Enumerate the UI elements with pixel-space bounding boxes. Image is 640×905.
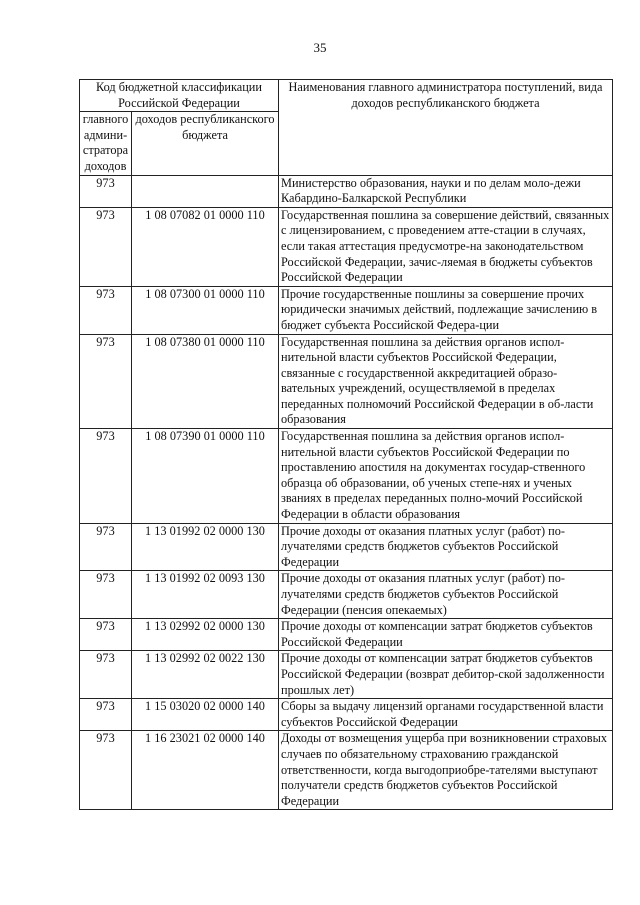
- table-row: [80, 207, 613, 286]
- admin-code-cell: 973: [80, 175, 132, 207]
- header-republic-budget-income: доходов республиканского бюджета: [132, 112, 279, 175]
- income-name-cell: Государственная пошлина за действия органов испол-нительной власти субъектов Российской Федерации, связанные с государственной аккредитацией образо-вательных учреждений, осуществляемой в пределах переданных полномочий Российской Федерации в об-ласти образования: [279, 334, 613, 429]
- income-code-cell: 1 13 02992 02 0000 130: [132, 619, 279, 651]
- admin-code-cell: 973: [80, 699, 132, 731]
- admin-code-cell: 973: [80, 334, 132, 429]
- admin-code-cell: 973: [80, 619, 132, 651]
- income-name-cell: Министерство образования, науки и по делам моло-дежи Кабардино-Балкарской Республики: [279, 175, 613, 207]
- income-code-cell: 1 08 07380 01 0000 110: [132, 334, 279, 429]
- table-row: [80, 334, 613, 429]
- admin-code-cell: 973: [80, 207, 132, 286]
- income-code-cell: 1 13 02992 02 0022 130: [132, 651, 279, 699]
- income-name-cell: Сборы за выдачу лицензий органами государственной власти субъектов Российской Федерации: [279, 699, 613, 731]
- header-main-administrator: главного админи-стратора доходов: [80, 112, 132, 175]
- admin-code-cell: 973: [80, 286, 132, 334]
- income-name-cell: Государственная пошлина за совершение действий, связанных с лицензированием, с проведением атте-стации в случаях, если такая аттестация предусмотре-на законодательством Российской Федерации, зачис-ляемая в бюджеты субъектов Российской Федерации: [279, 207, 613, 286]
- income-name-cell: Государственная пошлина за действия органов испол-нительной власти субъектов Российской Федерации по проставлению апостиля на документах государ-ственного образца об образовании, об ученых степе-нях и ученых званиях в пределах переданных полно-мочий Российской Федерации в области образования: [279, 429, 613, 524]
- income-code-cell: 1 15 03020 02 0000 140: [132, 699, 279, 731]
- table-row: [80, 619, 613, 651]
- admin-code-cell: 973: [80, 429, 132, 524]
- income-name-cell: Прочие доходы от оказания платных услуг (работ) по-лучателями средств бюджетов субъектов Российской Федерации: [279, 523, 613, 571]
- admin-code-cell: 973: [80, 731, 132, 810]
- table-row: [80, 571, 613, 619]
- header-administrator-name: Наименования главного администратора поступлений, вида доходов республиканского бюджета: [279, 80, 613, 176]
- admin-code-cell: 973: [80, 651, 132, 699]
- table-row: [80, 175, 613, 207]
- income-name-cell: Прочие доходы от компенсации затрат бюджетов субъектов Российской Федерации: [279, 619, 613, 651]
- income-name-cell: Прочие доходы от оказания платных услуг (работ) по-лучателями средств бюджетов субъектов Российской Федерации (пенсия опекаемых): [279, 571, 613, 619]
- header-budget-classification-code: Код бюджетной классификации Российской Федерации: [80, 80, 279, 112]
- page-number: 35: [313, 40, 327, 55]
- income-code-cell: 1 08 07082 01 0000 110: [132, 207, 279, 286]
- income-code-cell: 1 08 07390 01 0000 110: [132, 429, 279, 524]
- table-row: [80, 429, 613, 524]
- admin-code-cell: 973: [80, 571, 132, 619]
- budget-classification-table: [79, 79, 613, 810]
- table-row: [80, 523, 613, 571]
- table-row: [80, 651, 613, 699]
- income-code-cell: 1 13 01992 02 0000 130: [132, 523, 279, 571]
- income-code-cell: 1 16 23021 02 0000 140: [132, 731, 279, 810]
- income-code-cell: 1 13 01992 02 0093 130: [132, 571, 279, 619]
- income-code-cell: [132, 175, 279, 207]
- table-row: [80, 731, 613, 810]
- income-code-cell: 1 08 07300 01 0000 110: [132, 286, 279, 334]
- income-name-cell: Прочие доходы от компенсации затрат бюджетов субъектов Российской Федерации (возврат дебитор-ской задолженности прошлых лет): [279, 651, 613, 699]
- table-row: [80, 286, 613, 334]
- table-row: [80, 699, 613, 731]
- income-name-cell: Доходы от возмещения ущерба при возникновении страховых случаев по обязательному страхованию гражданской ответственности, когда выгодоприобре-тателями выступают получатели средств бюджетов субъектов Российской Федерации: [279, 731, 613, 810]
- income-name-cell: Прочие государственные пошлины за совершение прочих юридически значимых действий, подлежащие зачислению в бюджет субъекта Российской Федера-ции: [279, 286, 613, 334]
- admin-code-cell: 973: [80, 523, 132, 571]
